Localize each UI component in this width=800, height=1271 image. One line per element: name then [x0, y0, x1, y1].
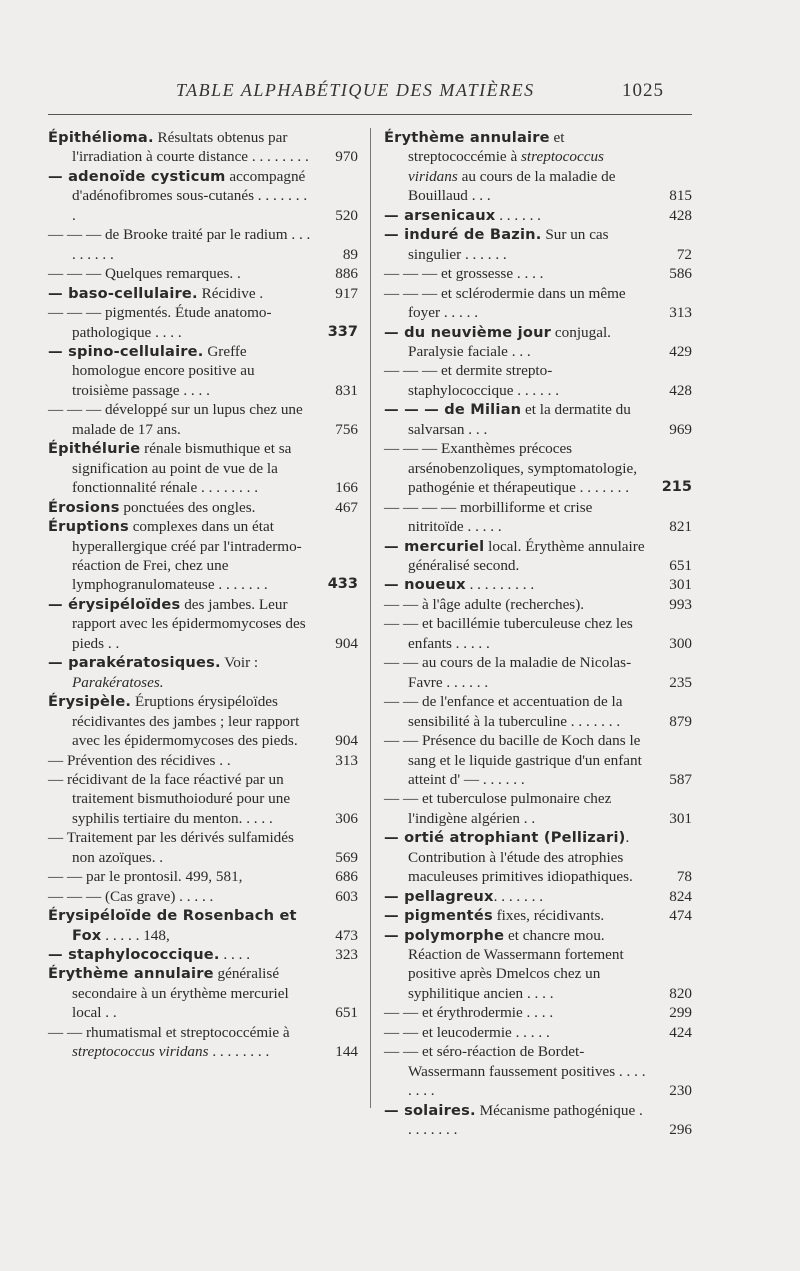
entry-text: et chancre mou. Réaction de Wassermann fortement positive après Dmelcos chez un syphilitique ancien . . . . — [408, 926, 624, 1002]
index-entry — [384, 614, 692, 653]
index-entry — [384, 284, 692, 323]
index-entry — [384, 595, 692, 614]
entry-heading: Érosions — [48, 498, 120, 516]
entry-text: — — — Exanthèmes précoces arsénobenzoliques, symptomatologie, pathogénie et thérapeutique . . . . . . . — [384, 440, 638, 497]
entry-page-number: 301 — [669, 809, 692, 827]
entry-heading: Épithélurie — [48, 440, 141, 458]
entry-page-number: 144 — [335, 1043, 358, 1061]
entry-heading: — — — de Milian — [384, 401, 522, 419]
index-entry — [384, 206, 692, 225]
entry-heading: — baso-cellulaire. — [48, 284, 198, 302]
entry-heading: — pellagreux — [384, 887, 494, 905]
entry-page-number: 831 — [335, 381, 358, 399]
entry-heading: — parakératosiques. — [48, 654, 221, 672]
entry-text: — — — et dermite strepto-staphylococcique . . . . . . — [384, 362, 559, 399]
entry-text: local. Érythème annulaire généralisé second. — [408, 537, 645, 574]
entry-page-number: 569 — [335, 848, 358, 866]
entry-text: ponctuées des ongles. — [119, 498, 256, 516]
index-entry — [48, 128, 358, 167]
entry-text: — — par le prontosil. 499, 581, — [48, 868, 243, 886]
entry-text: . . . . . 148, — [101, 926, 170, 944]
index-entry — [48, 225, 358, 264]
index-entry — [48, 498, 358, 517]
entry-heading: Érysipéloïde de Rosenbach et Fox — [48, 907, 297, 944]
index-entry — [48, 400, 358, 439]
entry-page-number: 306 — [335, 809, 358, 827]
entry-page-number: 424 — [669, 1023, 692, 1041]
running-title: TABLE ALPHABÉTIQUE DES MATIÈRES — [176, 80, 535, 100]
entry-heading: — solaires. — [384, 1101, 476, 1119]
entry-page-number: 886 — [335, 265, 358, 283]
page-number: 1025 — [622, 80, 664, 101]
entry-page-number: 299 — [669, 1004, 692, 1022]
entry-heading: — noueux — [384, 576, 466, 594]
entry-heading: Épithélioma. — [48, 129, 154, 146]
entry-text: — Prévention des récidives . . — [48, 751, 231, 769]
entry-text: — — — développé sur un lupus chez une malade de 17 ans. — [48, 401, 303, 438]
entry-page-number: 587 — [669, 770, 692, 788]
index-entry — [384, 887, 692, 906]
entry-italic: Parakératoses. — [72, 673, 164, 691]
entry-page-number: 651 — [335, 1004, 358, 1022]
index-entry — [48, 887, 358, 906]
entry-italic: streptococcus viridans — [72, 1043, 209, 1061]
entry-page-number: 89 — [342, 245, 358, 263]
entry-text: — — — pigmentés. Étude anatomo-pathologique . . . . — [48, 304, 272, 341]
entry-page-number: 166 — [335, 479, 358, 497]
entry-text: . . . . . . — [495, 206, 541, 224]
entry-text: — — — de Brooke traité par le radium . . . . . . . . . — [48, 226, 311, 263]
index-entry — [48, 751, 358, 770]
entry-page-number: 879 — [669, 712, 692, 730]
entry-page-number: 586 — [669, 265, 692, 283]
entry-heading: Éruptions — [48, 518, 129, 536]
index-entry — [384, 906, 692, 925]
entry-page-number: 301 — [669, 576, 692, 594]
index-entry — [48, 264, 358, 283]
entry-text: — — rhumatismal et streptococcémie à — [48, 1023, 290, 1041]
entry-page-number: 323 — [335, 946, 358, 964]
index-entry — [48, 1023, 358, 1062]
index-entry — [48, 439, 358, 497]
entry-heading: — arsenicaux — [384, 206, 496, 224]
entry-text: — — et bacillémie tuberculeuse chez les enfants . . . . . — [384, 615, 633, 652]
index-entry — [48, 945, 358, 964]
index-entry — [48, 828, 358, 867]
entry-text: conjugal. Paralysie faciale . . . — [408, 323, 611, 360]
entry-page-number: 756 — [335, 420, 358, 438]
entry-heading: — induré de Bazin. — [384, 226, 542, 244]
entry-heading: — pigmentés — [384, 907, 493, 925]
entry-text: accompagné d'adénofibromes sous-cutanés . . . . . . . . — [72, 167, 308, 224]
entry-page-number: 904 — [335, 732, 358, 750]
index-entry — [48, 692, 358, 750]
entry-page-number: 520 — [335, 206, 358, 224]
index-entry — [384, 1101, 692, 1140]
entry-text: — — — et grossesse . . . . — [384, 265, 544, 283]
index-entry — [48, 167, 358, 225]
entry-text: des jambes. Leur rapport avec les épidermomycoses des pieds . . — [72, 595, 306, 652]
entry-page-number: 428 — [669, 206, 692, 224]
entry-heading: — ortié atrophiant (Pellizari) — [384, 829, 626, 847]
index-entry — [384, 439, 692, 497]
entry-text: . Contribution à l'étude des atrophies maculeuses primitives idiopathiques. — [408, 829, 633, 886]
index-entry — [384, 692, 692, 731]
entry-text-tail: au cours de la maladie de Bouillaud . . . — [408, 167, 616, 205]
entry-text: — — et tuberculose pulmonaire chez l'indigène algérien . . — [384, 790, 612, 827]
entry-text: Récidive . — [197, 284, 264, 302]
index-entry — [48, 653, 358, 692]
entry-heading: Érysipèle. — [48, 693, 132, 711]
entry-text: — — et érythrodermie . . . . — [384, 1004, 554, 1022]
entry-page-number: 820 — [669, 984, 692, 1002]
index-entry — [48, 770, 358, 828]
entry-page-number: 686 — [335, 868, 358, 886]
entry-page-number: 337 — [327, 323, 358, 340]
entry-text: Voir : — [220, 654, 259, 672]
entry-page-number: 433 — [327, 576, 358, 593]
entry-page-number: 467 — [335, 498, 358, 516]
entry-text: et la dermatite du salvarsan . . . — [408, 401, 631, 438]
entry-page-number: 313 — [669, 304, 692, 322]
entry-page-number: 230 — [669, 1082, 692, 1100]
entry-page-number: 993 — [669, 595, 692, 613]
index-entry — [48, 303, 358, 342]
entry-text: et streptococcémie à — [408, 129, 565, 166]
entry-text: — — — et sclérodermie dans un même foyer . . . . . — [384, 284, 626, 322]
index-entry — [384, 789, 692, 828]
index-entry — [384, 926, 692, 1004]
index-entry — [384, 128, 692, 206]
index-entry — [48, 867, 358, 886]
entry-heading: Érythème annulaire — [48, 965, 214, 983]
entry-page-number: 917 — [335, 284, 358, 302]
entry-page-number: 651 — [669, 556, 692, 574]
index-entry — [384, 1023, 692, 1042]
index-entry — [384, 731, 692, 789]
entry-page-number: 824 — [669, 887, 692, 905]
index-entry — [384, 361, 692, 400]
entry-page-number: 428 — [669, 381, 692, 399]
entry-text: — — — Quelques remarques. . — [48, 265, 241, 283]
index-entry — [384, 653, 692, 692]
index-entry — [384, 264, 692, 283]
entry-page-number: 603 — [335, 887, 358, 905]
entry-heading: — du neuvième jour — [384, 323, 552, 341]
entry-text: — — et séro-réaction de Bordet-Wassermann faussement positives . . . . . . . . — [384, 1043, 646, 1100]
entry-heading: — adenoïde cysticum — [48, 167, 226, 185]
entry-text: . . . . — [219, 946, 250, 964]
entry-page-number: 215 — [661, 479, 692, 496]
entry-text: — — et leucodermie . . . . . — [384, 1023, 550, 1041]
column-divider — [370, 128, 371, 1108]
entry-text: rénale bismuthique et sa signification au point de vue de la fonctionnalité rénale . . . . . . . . — [72, 440, 292, 497]
entry-text: Greffe homologue encore positive au troisième passage . . . . — [72, 342, 255, 399]
entry-text: Éruptions érysipéloïdes récidivantes des jambes ; leur rapport avec les épidermomycoses des pieds. — [72, 693, 300, 750]
entry-text: Résultats obtenus par l'irradiation à courte distance . . . . . . . . — [72, 129, 309, 166]
entry-page-number: 296 — [669, 1121, 692, 1139]
entry-page-number: 815 — [669, 187, 692, 205]
entry-text: — — au cours de la maladie de Nicolas-Favre . . . . . . — [384, 654, 632, 691]
index-entry — [384, 575, 692, 594]
entry-page-number: 300 — [669, 634, 692, 652]
index-entry — [48, 517, 358, 595]
entry-text: — Traitement par les dérivés sulfamidés non azoïques. . — [48, 829, 294, 866]
entry-text: fixes, récidivants. — [492, 907, 605, 925]
entry-page-number: 970 — [335, 148, 358, 166]
index-entry — [48, 964, 358, 1022]
entry-heading: — érysipéloïdes — [48, 595, 181, 613]
entry-text: — — de l'enfance et accentuation de la sensibilité à la tuberculine . . . . . . . — [384, 693, 623, 730]
entry-heading: — polymorphe — [384, 926, 505, 944]
index-entry — [384, 828, 692, 886]
index-entry — [48, 906, 358, 945]
entry-text: . . . . . . . . . — [465, 576, 535, 594]
index-entry — [384, 225, 692, 264]
index-entry — [384, 1042, 692, 1100]
index-entry — [384, 537, 692, 576]
entry-heading: — mercuriel — [384, 537, 485, 555]
index-entry — [48, 342, 358, 400]
entry-text: complexes dans un état hyperallergique créé par l'intradermo-réaction de Frei, chez une lymphogranulomateuse . . . . . . . — [72, 518, 302, 594]
entry-page-number: 78 — [676, 868, 692, 886]
entry-text: généralisé secondaire à un érythème mercuriel local . . — [72, 965, 289, 1022]
entry-page-number: 72 — [676, 245, 692, 263]
index-entry — [384, 400, 692, 439]
entry-text: — — à l'âge adulte (recherches). — [384, 595, 585, 613]
index-entry — [48, 595, 358, 653]
entry-heading: — staphylococcique. — [48, 946, 220, 964]
entry-page-number: 474 — [669, 907, 692, 925]
entry-heading: — spino-cellulaire. — [48, 342, 204, 360]
entry-text-tail: . . . . . . . . — [208, 1043, 270, 1061]
entry-text: — — — (Cas grave) . . . . . — [48, 887, 214, 905]
index-entry — [48, 284, 358, 303]
right-column — [384, 128, 692, 1140]
entry-page-number: 313 — [335, 751, 358, 769]
entry-page-number: 235 — [669, 673, 692, 691]
index-entry — [384, 1003, 692, 1022]
entry-text: — récidivant de la face réactivé par un traitement bismuthoioduré pour une syphilis tertiaire du menton. . . . . — [48, 770, 291, 827]
left-column — [48, 128, 358, 1062]
entry-heading: Érythème annulaire — [384, 129, 550, 146]
entry-text: Mécanisme pathogénique . . . . . . . . — [408, 1101, 643, 1139]
entry-text: — — Présence du bacille de Koch dans le sang et le liquide gastrique d'un enfant atteint d' — . . . . . . — [384, 732, 642, 788]
index-entry — [384, 323, 692, 362]
index-entry — [384, 498, 692, 537]
entry-page-number: 821 — [669, 518, 692, 536]
header-rule — [48, 114, 692, 115]
entry-italic: streptococcus viridans — [408, 148, 604, 185]
entry-page-number: 969 — [669, 420, 692, 438]
entry-text: . . . . . . . — [493, 887, 543, 905]
entry-page-number: 429 — [669, 342, 692, 360]
entry-text: — — — — morbilliforme et crise nitritoïde . . . . . — [384, 498, 593, 536]
entry-page-number: 473 — [335, 926, 358, 944]
entry-page-number: 904 — [335, 634, 358, 652]
entry-text: Sur un cas singulier . . . . . . — [408, 226, 609, 263]
